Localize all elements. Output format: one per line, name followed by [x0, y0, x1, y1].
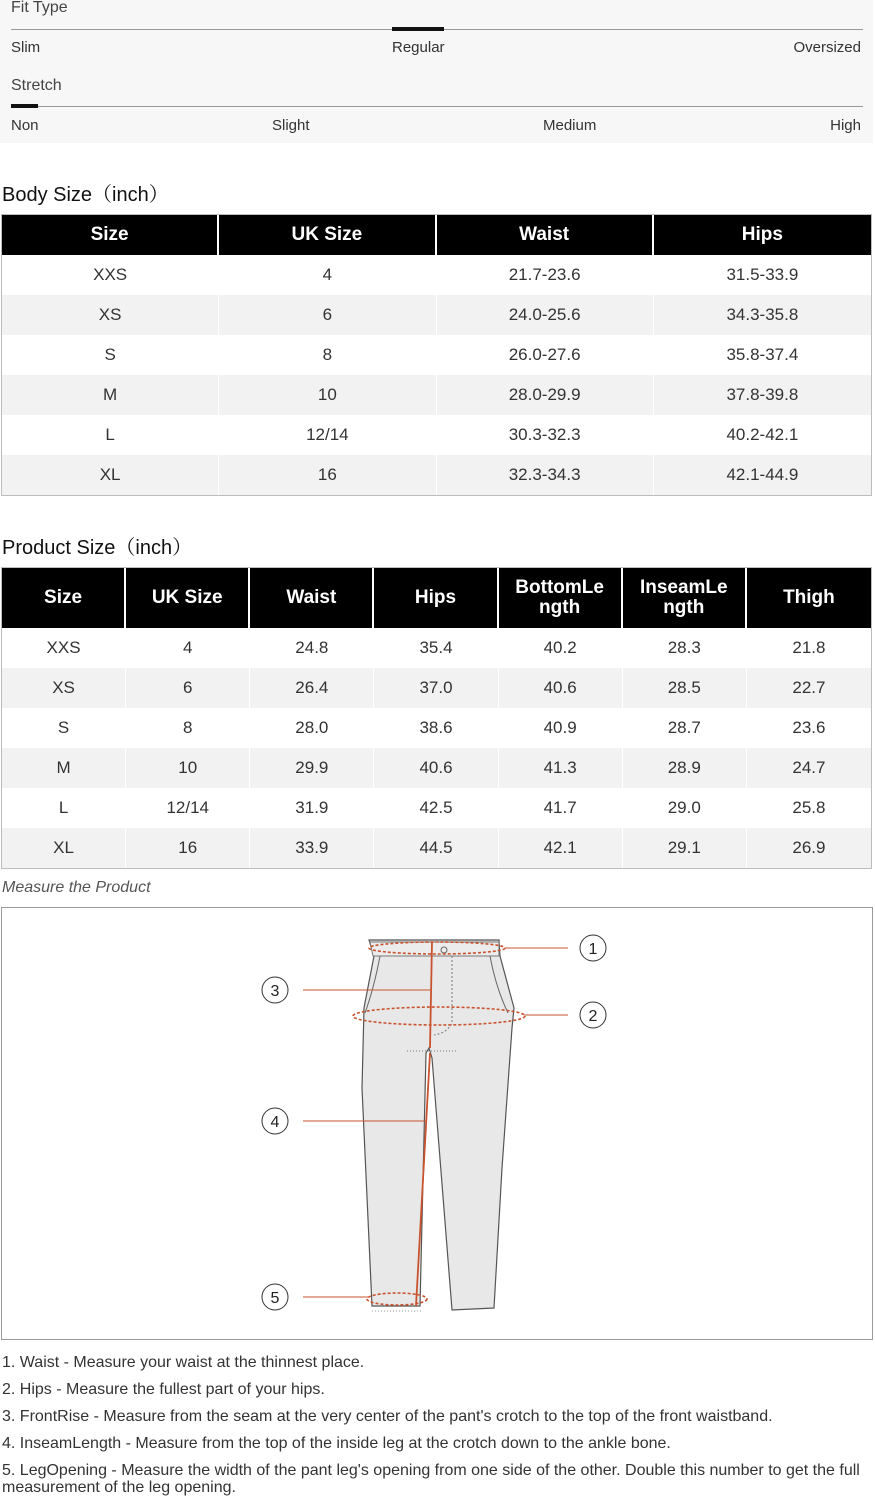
cell-waist: 32.3-34.3: [437, 455, 654, 495]
cell-uk-size: 6: [126, 668, 250, 708]
svg-text:5: 5: [270, 1290, 280, 1307]
cell-size: L: [2, 788, 126, 828]
cell-uk-size: 12/14: [126, 788, 250, 828]
note-front-rise: 3. FrontRise - Measure from the seam at the very center of the pant's crotch to the top of the front waistband.: [2, 1408, 773, 1425]
cell-size: XL: [2, 828, 126, 868]
header-bottom-length: BottomLength: [499, 568, 623, 628]
table-header-row: [2, 568, 871, 628]
cell-waist: 30.3-32.3: [437, 415, 654, 455]
table-row: [2, 828, 871, 868]
cell-hips: 35.4: [374, 628, 498, 668]
fit-option-slim: Slim: [11, 39, 41, 56]
cell-uk-size: 8: [126, 708, 250, 748]
cell-thigh: 21.8: [792, 638, 826, 657]
cell-hips: 40.6: [374, 748, 498, 788]
cell-hips: 31.5-33.9: [726, 265, 799, 284]
table-row: [2, 335, 871, 375]
svg-text:4: 4: [270, 1114, 280, 1131]
cell-uk-size: 10: [219, 375, 436, 415]
cell-thigh: 26.9: [747, 828, 871, 868]
cell-size: XXS: [2, 628, 126, 668]
cell-bottom-length: 41.3: [499, 748, 623, 788]
cell-waist: 31.9: [250, 788, 374, 828]
fit-type-indicator: [392, 27, 444, 31]
cell-uk-size: 4: [126, 628, 250, 668]
cell-hips: 35.8-37.4: [726, 345, 799, 364]
cell-waist: 33.9: [250, 828, 374, 868]
note-waist: 1. Waist - Measure your waist at the thinnest place.: [2, 1354, 365, 1371]
cell-size: S: [2, 335, 219, 375]
cell-uk-size: 16: [219, 455, 436, 495]
cell-inseam-length: 28.7: [623, 708, 747, 748]
cell-waist: 29.9: [250, 748, 374, 788]
header-uk-size: UK Size: [219, 215, 436, 255]
table-row: [2, 415, 871, 455]
cell-waist: 26.0-27.6: [437, 335, 654, 375]
body-size-table: [1, 214, 872, 496]
cell-bottom-length: 40.2: [499, 628, 623, 668]
header-size: Size: [2, 215, 219, 255]
cell-hips: 37.8-39.8: [654, 375, 871, 415]
table-header-row: [2, 215, 871, 255]
cell-hips: 42.5: [374, 788, 498, 828]
note-inseam-length: 4. InseamLength - Measure from the top of the inside leg at the crotch down to the ankle bone.: [2, 1435, 671, 1452]
measurement-notes: [2, 1354, 862, 1506]
marker-2: [580, 1002, 606, 1028]
cell-size: XS: [2, 668, 126, 708]
cell-inseam-length: 29.1: [623, 828, 747, 868]
measurement-diagram: [1, 907, 873, 1340]
table-row: [2, 628, 871, 668]
cell-uk-size: 4: [219, 255, 436, 295]
header-hips: Hips: [654, 215, 871, 255]
measure-caption: Measure the Product: [2, 879, 151, 896]
table-row: [2, 375, 871, 415]
cell-size: XS: [2, 295, 219, 335]
cell-waist: 28.0: [250, 708, 374, 748]
header-waist: Waist: [250, 568, 374, 628]
svg-text:1: 1: [588, 941, 598, 958]
table-row: [2, 668, 871, 708]
cell-inseam-length: 28.9: [623, 748, 747, 788]
stretch-indicator: [11, 104, 38, 108]
table-row: [2, 295, 871, 335]
header-size: Size: [2, 568, 126, 628]
header-hips: Hips: [374, 568, 498, 628]
cell-inseam-length: 28.3: [623, 628, 747, 668]
fit-panel: [0, 0, 873, 143]
product-size-table: [1, 567, 872, 869]
cell-waist: 24.0-25.6: [437, 295, 654, 335]
cell-thigh: 23.6: [792, 718, 826, 737]
header-thigh: Thigh: [747, 568, 871, 628]
cell-inseam-length: 29.0: [623, 788, 747, 828]
header-uk-size: UK Size: [126, 568, 250, 628]
stretch-label: Stretch: [11, 77, 62, 94]
cell-size: M: [2, 375, 219, 415]
cell-size: S: [2, 708, 126, 748]
cell-uk-size: 16: [126, 828, 250, 868]
fit-type-label: Fit Type: [11, 0, 68, 16]
body-size-title: Body Size（inch）: [2, 184, 169, 206]
marker-5: [262, 1284, 288, 1310]
stretch-option-medium: Medium: [543, 117, 597, 134]
cell-bottom-length: 40.9: [499, 708, 623, 748]
cell-inseam-length: 28.5: [623, 668, 747, 708]
pants-outline: [362, 940, 514, 1310]
product-size-title: Product Size（inch）: [2, 537, 193, 559]
cell-thigh: 22.7: [747, 668, 871, 708]
svg-text:3: 3: [270, 983, 280, 1000]
cell-hips: 44.5: [374, 828, 498, 868]
cell-bottom-length: 40.6: [499, 668, 623, 708]
stretch-option-slight: Slight: [272, 117, 310, 134]
stretch-option-non: Non: [11, 117, 39, 134]
stretch-option-high: High: [830, 117, 861, 134]
cell-waist: 28.0-29.9: [437, 375, 654, 415]
cell-hips: 40.2-42.1: [726, 425, 799, 444]
fit-option-oversized: Oversized: [793, 39, 861, 56]
cell-size: M: [2, 748, 126, 788]
cell-size: XL: [2, 455, 219, 495]
cell-waist: 26.4: [250, 668, 374, 708]
table-row: [2, 788, 871, 828]
header-waist: Waist: [437, 215, 654, 255]
marker-1: [580, 935, 606, 961]
table-row: [2, 255, 871, 295]
note-hips: 2. Hips - Measure the fullest part of your hips.: [2, 1381, 325, 1398]
note-leg-opening: 5. LegOpening - Measure the width of the pant leg's opening from one side of the other. Double this number to get the full measurement of the leg opening.: [2, 1462, 860, 1496]
cell-bottom-length: 42.1: [499, 828, 623, 868]
fit-option-regular: Regular: [392, 39, 445, 56]
cell-hips: 42.1-44.9: [654, 455, 871, 495]
cell-hips: 37.0: [374, 668, 498, 708]
table-row: [2, 748, 871, 788]
table-row: [2, 455, 871, 495]
cell-uk-size: 10: [126, 748, 250, 788]
pants-illustration: [2, 908, 872, 1339]
marker-4: [262, 1108, 288, 1134]
table-row: [2, 708, 871, 748]
cell-size: XXS: [2, 255, 219, 295]
cell-thigh: 24.7: [747, 748, 871, 788]
header-inseam-length: InseamLength: [623, 568, 747, 628]
cell-bottom-length: 41.7: [499, 788, 623, 828]
cell-size: L: [2, 415, 219, 455]
cell-hips: 38.6: [374, 708, 498, 748]
cell-uk-size: 6: [219, 295, 436, 335]
cell-uk-size: 12/14: [219, 415, 436, 455]
cell-hips: 34.3-35.8: [654, 295, 871, 335]
cell-uk-size: 8: [219, 335, 436, 375]
stretch-scale: [11, 106, 863, 107]
cell-waist: 21.7-23.6: [437, 255, 654, 295]
cell-thigh: 25.8: [792, 798, 826, 817]
marker-3: [262, 977, 288, 1003]
cell-waist: 24.8: [250, 628, 374, 668]
svg-text:2: 2: [588, 1008, 598, 1025]
